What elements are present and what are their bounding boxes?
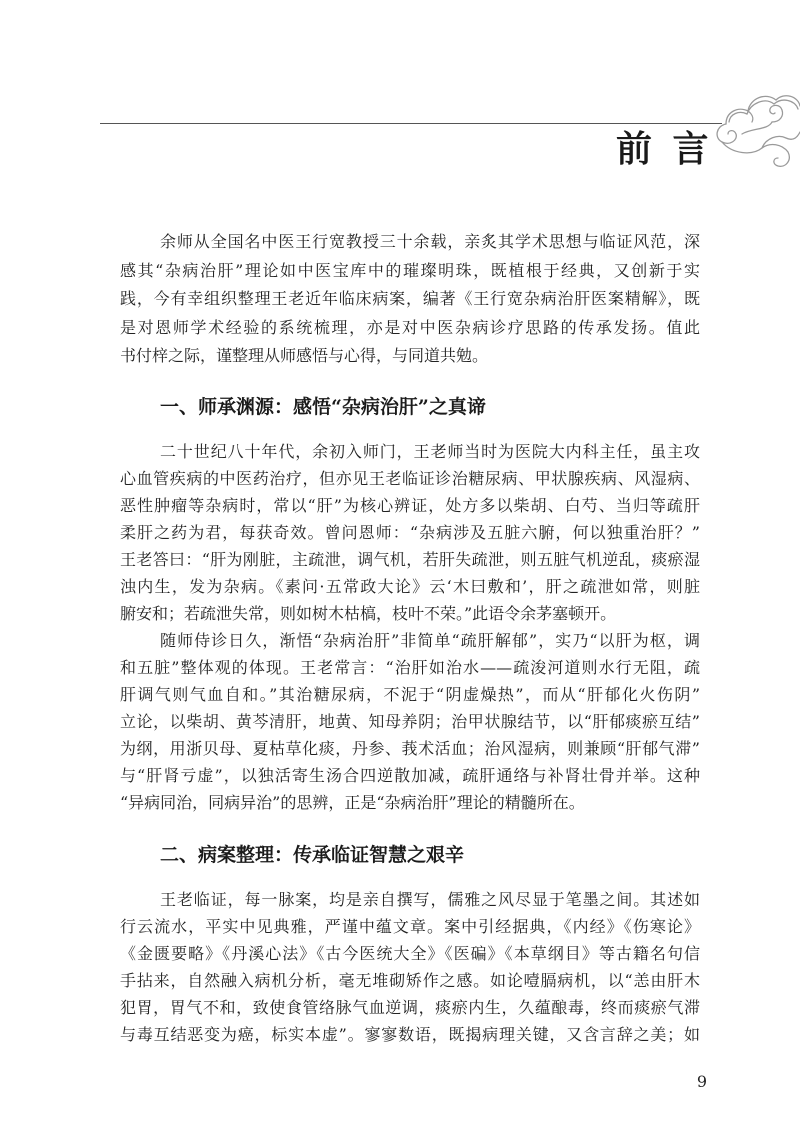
- text-line: 与“肝肾亏虚”，以独活寄生汤合四逆散加减，疏肝通络与补肾壮骨并举。这种: [120, 766, 700, 785]
- text-line: 肝调气则气血自和。”其治糖尿病，不泥于“阴虚燥热”，而从“肝郁化火伤阴”: [120, 685, 700, 704]
- section2-paragraph-1: [120, 886, 700, 1048]
- text-line: 感其“杂病治肝”理论如中医宝库中的璀璨明珠，既植根于经典，又创新于实: [120, 260, 700, 280]
- text-line: 余师从全国名中医王行宽教授三十余载，亲炙其学术思想与临证风范，深: [160, 232, 700, 251]
- page-title: 前 言: [616, 128, 713, 170]
- text-line: 践，今有幸组织整理王老近年临床病案，编著《王行宽杂病治肝医案精解》，既: [120, 289, 700, 308]
- text-line: 犯胃，胃气不和，致使食管络脉气血逆调，痰瘀内生，久蕴酿毒，终而痰瘀气滞: [120, 998, 700, 1017]
- text-line: 立论，以柴胡、黄芩清肝，地黄、知母养阴；治甲状腺结节，以“肝郁痰瘀互结”: [120, 712, 700, 731]
- text-line: 恶性肿瘤等杂病时，常以“肝”为核心辨证，处方多以柴胡、白芍、当归等疏肝: [120, 496, 700, 515]
- header-rule: [100, 123, 722, 124]
- text-line: 和五脏”整体观的体现。王老常言：“治肝如治水——疏浚河道则水行无阻，疏: [120, 658, 700, 677]
- text-line: 腑安和；若疏泄失常，则如树木枯槁，枝叶不荣。”此语令余茅塞顿开。: [120, 604, 617, 623]
- section-heading-2: 二、病案整理：传承临证智慧之艰辛: [160, 844, 465, 866]
- text-line: 随师侍诊日久，渐悟“杂病治肝”非简单“疏肝解郁”，实乃“以肝为枢，调: [160, 631, 700, 650]
- page-number: 9: [696, 1072, 708, 1091]
- text-line: 行云流水，平实中见典雅，严谨中蕴文章。案中引经据典，《内经》《伤寒论》: [120, 917, 700, 936]
- text-line: 是对恩师学术经验的系统梳理，亦是对中医杂病诊疗思路的传承发扬。值此: [120, 317, 700, 337]
- text-line: 手拈来，自然融入病机分析，毫无堆砌矫作之感。如论噎膈病机，以“恙由肝木: [120, 971, 700, 990]
- intro-paragraph: [120, 228, 700, 371]
- text-line: 王老临证，每一脉案，均是亲自撰写，儒雅之风尽显于笔墨之间。其述如: [160, 890, 700, 909]
- text-line: 二十世纪八十年代，余初入师门，王老师当时为医院大内科主任，虽主攻: [160, 442, 700, 461]
- section1-paragraph-1: [120, 438, 700, 627]
- text-line: 浊内生，发为杂病。《素问·五常政大论》云‘木曰敷和’，肝之疏泄如常，则脏: [120, 577, 700, 596]
- text-line: 与毒互结恶变为癌，标实本虚”。寥寥数语，既揭病理关键，又含言辞之美；如: [120, 1025, 700, 1044]
- text-line: 书付梓之际，谨整理从师感悟与心得，与同道共勉。: [120, 346, 489, 365]
- cloud-ornament-icon: [712, 78, 800, 170]
- text-line: 《金匮要略》《丹溪心法》《古今医统大全》《医碥》《本草纲目》等古籍名句信: [120, 944, 700, 963]
- section1-paragraph-2: [120, 627, 700, 816]
- text-line: 为纲，用浙贝母、夏枯草化痰，丹参、莪术活血；治风湿病，则兼顾“肝郁气滞”: [120, 739, 700, 758]
- text-line: 王老答曰：“肝为刚脏，主疏泄，调气机，若肝失疏泄，则五脏气机逆乱，痰瘀湿: [120, 550, 700, 569]
- text-line: 心血管疾病的中医药治疗，但亦见王老临证诊治糖尿病、甲状腺疾病、风湿病、: [120, 469, 700, 488]
- text-line: “异病同治，同病异治”的思辨，正是“杂病治肝”理论的精髓所在。: [120, 793, 585, 812]
- text-line: 柔肝之药为君，每获奇效。曾问恩师：“杂病涉及五脏六腑，何以独重治肝？”: [120, 523, 700, 542]
- section-heading-1: 一、师承渊源：感悟“杂病治肝”之真谛: [160, 396, 486, 418]
